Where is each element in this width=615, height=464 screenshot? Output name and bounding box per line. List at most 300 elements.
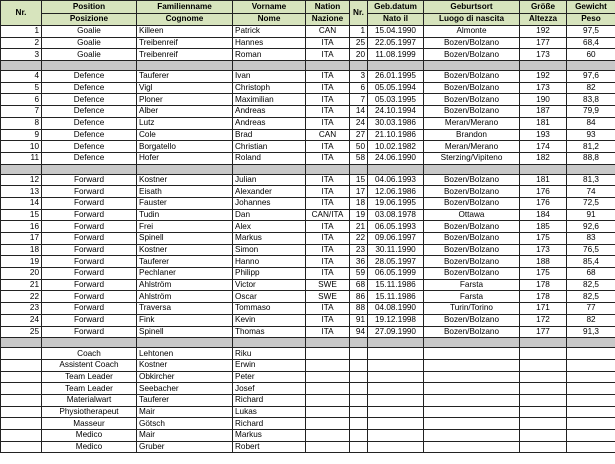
player-position: Defence bbox=[42, 94, 137, 106]
player-firstname: Christian bbox=[233, 141, 306, 153]
player-jersey-number: 20 bbox=[350, 49, 368, 61]
player-birthplace: Bozen/Bolzano bbox=[424, 233, 520, 245]
player-surname: Ploner bbox=[137, 94, 233, 106]
player-nr: 25 bbox=[1, 326, 42, 338]
col-header-birthdate-it: Nato il bbox=[368, 13, 424, 26]
player-height: 178 bbox=[520, 291, 567, 303]
player-position: Forward bbox=[42, 209, 137, 221]
player-height: 173 bbox=[520, 49, 567, 61]
player-nation: ITA bbox=[306, 268, 350, 280]
player-position: Defence bbox=[42, 141, 137, 153]
player-jersey-number: 21 bbox=[350, 221, 368, 233]
player-nation: ITA bbox=[306, 94, 350, 106]
staff-empty-cell bbox=[1, 371, 42, 383]
separator-cell bbox=[567, 164, 615, 174]
player-surname: Traversa bbox=[137, 303, 233, 315]
player-jersey-number: 24 bbox=[350, 117, 368, 129]
player-height: 185 bbox=[520, 221, 567, 233]
staff-empty-cell bbox=[306, 371, 350, 383]
staff-empty-cell bbox=[520, 371, 567, 383]
player-weight: 68,4 bbox=[567, 37, 615, 49]
col-header-surname: Familienname bbox=[137, 1, 233, 14]
player-position: Defence bbox=[42, 152, 137, 164]
player-height: 193 bbox=[520, 129, 567, 141]
col-header-position-it: Posizione bbox=[42, 13, 137, 26]
player-weight: 81,3 bbox=[567, 174, 615, 186]
staff-firstname: Robert bbox=[233, 441, 306, 453]
player-nr: 24 bbox=[1, 314, 42, 326]
separator-cell bbox=[350, 338, 368, 348]
player-firstname: Simon bbox=[233, 244, 306, 256]
player-firstname: Hannes bbox=[233, 37, 306, 49]
player-weight: 91,3 bbox=[567, 326, 615, 338]
staff-empty-cell bbox=[424, 394, 520, 406]
player-height: 172 bbox=[520, 314, 567, 326]
staff-empty-cell bbox=[567, 348, 615, 360]
header-row-2 bbox=[1, 13, 615, 26]
player-row bbox=[1, 233, 615, 245]
staff-empty-cell bbox=[350, 441, 368, 453]
player-height: 178 bbox=[520, 279, 567, 291]
separator-cell bbox=[567, 338, 615, 348]
separator-cell bbox=[424, 61, 520, 71]
player-birthplace: Sterzing/Vipiteno bbox=[424, 152, 520, 164]
player-firstname: Oscar bbox=[233, 291, 306, 303]
player-birthplace: Bozen/Bolzano bbox=[424, 268, 520, 280]
player-jersey-number: 91 bbox=[350, 314, 368, 326]
staff-empty-cell bbox=[350, 371, 368, 383]
player-firstname: Brad bbox=[233, 129, 306, 141]
player-row bbox=[1, 26, 615, 38]
player-firstname: Roland bbox=[233, 152, 306, 164]
staff-empty-cell bbox=[1, 383, 42, 395]
player-birthplace: Bozen/Bolzano bbox=[424, 82, 520, 94]
player-weight: 82 bbox=[567, 314, 615, 326]
player-birthplace: Bozen/Bolzano bbox=[424, 94, 520, 106]
player-firstname: Markus bbox=[233, 233, 306, 245]
player-weight: 85,4 bbox=[567, 256, 615, 268]
player-firstname: Hanno bbox=[233, 256, 306, 268]
player-birthdate: 19.06.1995 bbox=[368, 197, 424, 209]
player-jersey-number: 50 bbox=[350, 141, 368, 153]
player-jersey-number: 36 bbox=[350, 256, 368, 268]
player-nr: 16 bbox=[1, 221, 42, 233]
staff-empty-cell bbox=[424, 348, 520, 360]
player-firstname: Dan bbox=[233, 209, 306, 221]
staff-row bbox=[1, 430, 615, 442]
staff-row bbox=[1, 406, 615, 418]
player-birthdate: 15.11.1986 bbox=[368, 291, 424, 303]
player-row bbox=[1, 197, 615, 209]
player-birthdate: 21.10.1986 bbox=[368, 129, 424, 141]
player-position: Forward bbox=[42, 221, 137, 233]
player-weight: 76,5 bbox=[567, 244, 615, 256]
player-nation: ITA bbox=[306, 326, 350, 338]
col-header-birthdate: Geb.datum bbox=[368, 1, 424, 14]
player-height: 173 bbox=[520, 82, 567, 94]
staff-row bbox=[1, 441, 615, 453]
player-row bbox=[1, 326, 615, 338]
player-row bbox=[1, 129, 615, 141]
player-surname: Treibenreif bbox=[137, 37, 233, 49]
player-firstname: Christoph bbox=[233, 82, 306, 94]
player-birthplace: Bozen/Bolzano bbox=[424, 314, 520, 326]
player-row bbox=[1, 209, 615, 221]
player-position: Goalie bbox=[42, 37, 137, 49]
player-surname: Spinell bbox=[137, 233, 233, 245]
player-birthdate: 06.05.1993 bbox=[368, 221, 424, 233]
player-jersey-number: 15 bbox=[350, 174, 368, 186]
separator-cell bbox=[368, 338, 424, 348]
staff-empty-cell bbox=[424, 406, 520, 418]
separator-cell bbox=[350, 61, 368, 71]
player-birthdate: 24.06.1990 bbox=[368, 152, 424, 164]
player-nr: 18 bbox=[1, 244, 42, 256]
col-header-nation-it: Nazione bbox=[306, 13, 350, 26]
staff-empty-cell bbox=[567, 394, 615, 406]
player-firstname: Kevin bbox=[233, 314, 306, 326]
player-row bbox=[1, 279, 615, 291]
player-nr: 22 bbox=[1, 291, 42, 303]
player-jersey-number: 7 bbox=[350, 94, 368, 106]
separator-cell bbox=[42, 164, 137, 174]
separator-cell bbox=[233, 164, 306, 174]
col-header-firstname-it: Nome bbox=[233, 13, 306, 26]
staff-empty-cell bbox=[368, 418, 424, 430]
player-birthdate: 06.05.1999 bbox=[368, 268, 424, 280]
player-weight: 92,6 bbox=[567, 221, 615, 233]
staff-surname: Kostner bbox=[137, 359, 233, 371]
player-birthplace: Bozen/Bolzano bbox=[424, 197, 520, 209]
player-surname: Treibenreif bbox=[137, 49, 233, 61]
player-weight: 68 bbox=[567, 268, 615, 280]
player-nation: ITA bbox=[306, 314, 350, 326]
player-row bbox=[1, 117, 615, 129]
separator-cell bbox=[424, 338, 520, 348]
staff-row bbox=[1, 383, 615, 395]
staff-empty-cell bbox=[350, 348, 368, 360]
col-header-nr: Nr. bbox=[1, 1, 42, 26]
player-firstname: Julian bbox=[233, 174, 306, 186]
staff-empty-cell bbox=[424, 418, 520, 430]
player-birthplace: Bozen/Bolzano bbox=[424, 174, 520, 186]
staff-empty-cell bbox=[368, 406, 424, 418]
staff-empty-cell bbox=[520, 348, 567, 360]
separator-cell bbox=[306, 338, 350, 348]
player-height: 175 bbox=[520, 268, 567, 280]
staff-empty-cell bbox=[350, 383, 368, 395]
separator-cell bbox=[233, 61, 306, 71]
player-nation: ITA bbox=[306, 244, 350, 256]
player-birthdate: 05.05.1994 bbox=[368, 82, 424, 94]
player-row bbox=[1, 291, 615, 303]
player-row bbox=[1, 141, 615, 153]
player-surname: Borgatello bbox=[137, 141, 233, 153]
player-position: Defence bbox=[42, 82, 137, 94]
col-header-surname-it: Cognome bbox=[137, 13, 233, 26]
separator-cell bbox=[520, 164, 567, 174]
player-nr: 1 bbox=[1, 26, 42, 38]
staff-empty-cell bbox=[520, 430, 567, 442]
col-header-weight-it: Peso bbox=[567, 13, 615, 26]
player-position: Forward bbox=[42, 186, 137, 198]
staff-empty-cell bbox=[1, 348, 42, 360]
staff-row bbox=[1, 371, 615, 383]
player-surname: Lutz bbox=[137, 117, 233, 129]
player-birthplace: Bozen/Bolzano bbox=[424, 221, 520, 233]
player-height: 188 bbox=[520, 256, 567, 268]
player-position: Forward bbox=[42, 279, 137, 291]
player-position: Forward bbox=[42, 326, 137, 338]
separator-cell bbox=[520, 338, 567, 348]
player-birthdate: 10.02.1982 bbox=[368, 141, 424, 153]
player-surname: Vigl bbox=[137, 82, 233, 94]
staff-empty-cell bbox=[1, 418, 42, 430]
staff-role: Materialwart bbox=[42, 394, 137, 406]
player-birthdate: 30.03.1986 bbox=[368, 117, 424, 129]
separator-cell bbox=[350, 164, 368, 174]
player-height: 184 bbox=[520, 209, 567, 221]
player-nation: CAN bbox=[306, 26, 350, 38]
separator-row bbox=[1, 338, 615, 348]
player-jersey-number: 14 bbox=[350, 106, 368, 118]
staff-empty-cell bbox=[368, 383, 424, 395]
player-position: Forward bbox=[42, 303, 137, 315]
player-nation: CAN/ITA bbox=[306, 209, 350, 221]
staff-surname: Obkircher bbox=[137, 371, 233, 383]
player-height: 190 bbox=[520, 94, 567, 106]
player-surname: Fink bbox=[137, 314, 233, 326]
staff-empty-cell bbox=[424, 359, 520, 371]
staff-empty-cell bbox=[368, 430, 424, 442]
player-position: Forward bbox=[42, 256, 137, 268]
staff-role: Physiotherapeut bbox=[42, 406, 137, 418]
staff-empty-cell bbox=[1, 430, 42, 442]
player-height: 177 bbox=[520, 37, 567, 49]
player-row bbox=[1, 94, 615, 106]
player-weight: 82 bbox=[567, 82, 615, 94]
staff-firstname: Richard bbox=[233, 394, 306, 406]
staff-empty-cell bbox=[306, 441, 350, 453]
staff-empty-cell bbox=[424, 430, 520, 442]
staff-empty-cell bbox=[567, 371, 615, 383]
player-nation: ITA bbox=[306, 221, 350, 233]
player-position: Defence bbox=[42, 71, 137, 83]
player-nr: 13 bbox=[1, 186, 42, 198]
player-nation: ITA bbox=[306, 141, 350, 153]
player-nation: ITA bbox=[306, 256, 350, 268]
separator-cell bbox=[137, 338, 233, 348]
col-header-weight: Gewicht bbox=[567, 1, 615, 14]
staff-empty-cell bbox=[368, 394, 424, 406]
player-nation: ITA bbox=[306, 152, 350, 164]
player-surname: Tauferer bbox=[137, 256, 233, 268]
player-birthdate: 15.11.1986 bbox=[368, 279, 424, 291]
player-nr: 19 bbox=[1, 256, 42, 268]
player-jersey-number: 25 bbox=[350, 37, 368, 49]
player-jersey-number: 27 bbox=[350, 129, 368, 141]
player-weight: 60 bbox=[567, 49, 615, 61]
staff-empty-cell bbox=[1, 441, 42, 453]
player-surname: Ahlström bbox=[137, 279, 233, 291]
player-nation: CAN bbox=[306, 129, 350, 141]
player-nr: 2 bbox=[1, 37, 42, 49]
player-birthplace: Brandon bbox=[424, 129, 520, 141]
player-jersey-number: 94 bbox=[350, 326, 368, 338]
player-row bbox=[1, 186, 615, 198]
player-row bbox=[1, 256, 615, 268]
player-birthdate: 22.05.1997 bbox=[368, 37, 424, 49]
player-surname: Kostner bbox=[137, 174, 233, 186]
player-nation: ITA bbox=[306, 303, 350, 315]
player-firstname: Philipp bbox=[233, 268, 306, 280]
header-row-1 bbox=[1, 1, 615, 14]
staff-surname: Seebacher bbox=[137, 383, 233, 395]
staff-surname: Gruber bbox=[137, 441, 233, 453]
staff-row bbox=[1, 348, 615, 360]
player-nation: ITA bbox=[306, 106, 350, 118]
staff-empty-cell bbox=[306, 430, 350, 442]
player-jersey-number: 68 bbox=[350, 279, 368, 291]
separator-row bbox=[1, 61, 615, 71]
player-nation: SWE bbox=[306, 291, 350, 303]
player-position: Defence bbox=[42, 117, 137, 129]
staff-empty-cell bbox=[306, 348, 350, 360]
staff-role: Medico bbox=[42, 430, 137, 442]
staff-empty-cell bbox=[1, 394, 42, 406]
player-firstname: Victor bbox=[233, 279, 306, 291]
staff-empty-cell bbox=[368, 359, 424, 371]
player-firstname: Alex bbox=[233, 221, 306, 233]
player-row bbox=[1, 82, 615, 94]
player-jersey-number: 58 bbox=[350, 152, 368, 164]
player-weight: 82,5 bbox=[567, 279, 615, 291]
player-weight: 77 bbox=[567, 303, 615, 315]
player-birthplace: Meran/Merano bbox=[424, 117, 520, 129]
separator-cell bbox=[1, 164, 42, 174]
player-surname: Kostner bbox=[137, 244, 233, 256]
player-row bbox=[1, 71, 615, 83]
player-position: Forward bbox=[42, 174, 137, 186]
player-height: 182 bbox=[520, 152, 567, 164]
staff-role: Masseur bbox=[42, 418, 137, 430]
player-position: Defence bbox=[42, 129, 137, 141]
staff-empty-cell bbox=[350, 394, 368, 406]
player-position: Defence bbox=[42, 106, 137, 118]
player-height: 171 bbox=[520, 303, 567, 315]
player-nr: 14 bbox=[1, 197, 42, 209]
player-position: Forward bbox=[42, 233, 137, 245]
staff-empty-cell bbox=[350, 418, 368, 430]
player-birthdate: 27.09.1990 bbox=[368, 326, 424, 338]
player-birthplace: Meran/Merano bbox=[424, 141, 520, 153]
staff-row bbox=[1, 394, 615, 406]
staff-empty-cell bbox=[567, 441, 615, 453]
player-surname: Fauster bbox=[137, 197, 233, 209]
player-row bbox=[1, 106, 615, 118]
staff-empty-cell bbox=[368, 441, 424, 453]
staff-empty-cell bbox=[306, 394, 350, 406]
staff-firstname: Markus bbox=[233, 430, 306, 442]
player-nation: ITA bbox=[306, 186, 350, 198]
player-birthdate: 11.08.1999 bbox=[368, 49, 424, 61]
player-weight: 72,5 bbox=[567, 197, 615, 209]
staff-empty-cell bbox=[306, 359, 350, 371]
staff-empty-cell bbox=[520, 394, 567, 406]
player-nr: 11 bbox=[1, 152, 42, 164]
player-jersey-number: 3 bbox=[350, 71, 368, 83]
col-header-firstname: Vorname bbox=[233, 1, 306, 14]
player-weight: 74 bbox=[567, 186, 615, 198]
staff-role: Coach bbox=[42, 348, 137, 360]
player-surname: Spinell bbox=[137, 326, 233, 338]
player-nr: 23 bbox=[1, 303, 42, 315]
staff-role: Medico bbox=[42, 441, 137, 453]
player-surname: Tudin bbox=[137, 209, 233, 221]
player-height: 187 bbox=[520, 106, 567, 118]
player-birthplace: Farsta bbox=[424, 291, 520, 303]
player-row bbox=[1, 303, 615, 315]
player-birthdate: 05.03.1995 bbox=[368, 94, 424, 106]
player-firstname: Patrick bbox=[233, 26, 306, 38]
staff-firstname: Josef bbox=[233, 383, 306, 395]
staff-empty-cell bbox=[567, 383, 615, 395]
col-header-height-it: Altezza bbox=[520, 13, 567, 26]
player-weight: 83 bbox=[567, 233, 615, 245]
player-birthdate: 19.12.1998 bbox=[368, 314, 424, 326]
player-row bbox=[1, 268, 615, 280]
player-birthdate: 26.01.1995 bbox=[368, 71, 424, 83]
player-nation: ITA bbox=[306, 37, 350, 49]
staff-empty-cell bbox=[424, 441, 520, 453]
staff-empty-cell bbox=[520, 418, 567, 430]
staff-surname: Lehtonen bbox=[137, 348, 233, 360]
player-weight: 97,5 bbox=[567, 26, 615, 38]
player-firstname: Tommaso bbox=[233, 303, 306, 315]
staff-firstname: Lukas bbox=[233, 406, 306, 418]
staff-empty-cell bbox=[567, 359, 615, 371]
player-surname: Cole bbox=[137, 129, 233, 141]
player-row bbox=[1, 221, 615, 233]
separator-cell bbox=[368, 164, 424, 174]
player-row bbox=[1, 244, 615, 256]
player-height: 192 bbox=[520, 26, 567, 38]
player-row bbox=[1, 314, 615, 326]
player-birthdate: 03.08.1978 bbox=[368, 209, 424, 221]
staff-surname: Götsch bbox=[137, 418, 233, 430]
player-birthdate: 04.06.1993 bbox=[368, 174, 424, 186]
player-birthdate: 30.11.1990 bbox=[368, 244, 424, 256]
player-jersey-number: 88 bbox=[350, 303, 368, 315]
separator-cell bbox=[42, 338, 137, 348]
player-height: 177 bbox=[520, 326, 567, 338]
player-birthplace: Ottawa bbox=[424, 209, 520, 221]
staff-empty-cell bbox=[520, 383, 567, 395]
player-nation: SWE bbox=[306, 279, 350, 291]
player-birthdate: 12.06.1986 bbox=[368, 186, 424, 198]
player-jersey-number: 6 bbox=[350, 82, 368, 94]
player-height: 176 bbox=[520, 197, 567, 209]
player-nation: ITA bbox=[306, 82, 350, 94]
player-nr: 6 bbox=[1, 94, 42, 106]
player-nation: ITA bbox=[306, 174, 350, 186]
player-birthplace: Bozen/Bolzano bbox=[424, 71, 520, 83]
player-nr: 17 bbox=[1, 233, 42, 245]
staff-empty-cell bbox=[567, 406, 615, 418]
player-birthplace: Bozen/Bolzano bbox=[424, 37, 520, 49]
player-weight: 97,6 bbox=[567, 71, 615, 83]
player-nation: ITA bbox=[306, 49, 350, 61]
